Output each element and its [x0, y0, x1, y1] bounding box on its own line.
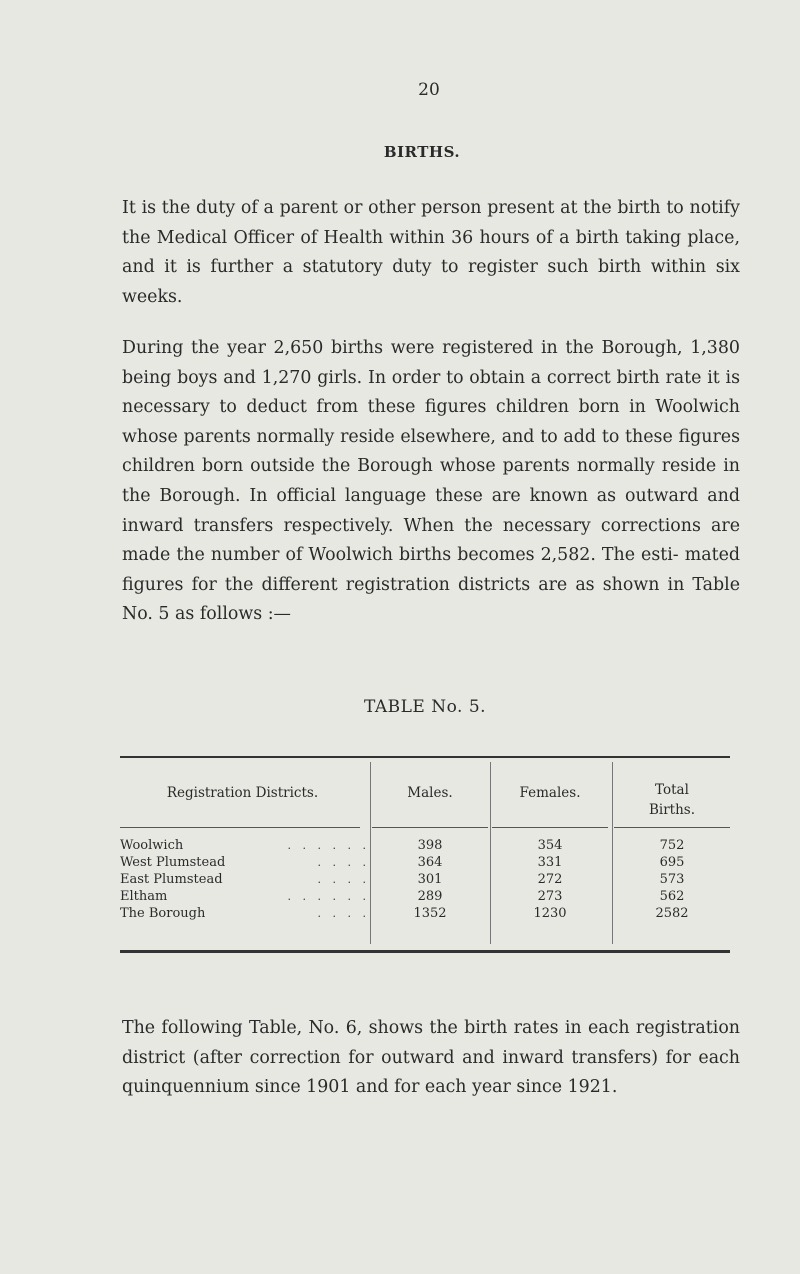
- header-total-line1: Total: [655, 782, 689, 798]
- table-top-rule: [120, 756, 730, 758]
- cell-total: 573: [659, 872, 685, 887]
- cell-males: 1352: [413, 906, 447, 921]
- header-registration-districts: Registration Districts.: [166, 785, 319, 801]
- cell-district: The Borough: [120, 906, 206, 921]
- cell-males: 289: [417, 889, 443, 904]
- header-total-line2: Births.: [648, 802, 696, 818]
- cell-females: 331: [537, 855, 563, 870]
- cell-district: East Plumstead: [120, 872, 223, 887]
- section-heading: BIRTHS.: [383, 143, 461, 161]
- paragraph-registered-births: During the year 2,650 births were registered in the Borough, 1,380 being boys and 1,270 girls. In order to obtain a correct birth rate it is necessary to deduct from these figures children born in Woolwich whose parents normally reside elsewhere, and to add to these figures children born outside the Borough whose parents normally reside in the Borough. In official language these are known as outward and inward transfers respectively. When the necessary corrections are made the number of Woolwich births becomes 2,582. The esti- mated figures for the different registration districts are as shown in Table No. 5 as follows :—: [122, 338, 740, 625]
- cell-total: 695: [659, 855, 685, 870]
- header-females: Females.: [519, 785, 581, 801]
- paragraph-notification-duty: It is the duty of a parent or other person present at the birth to notify the Medical Officer of Health within 36 hours of a birth taking place, and it is further a statutory duty to register such birth within six weeks.: [122, 198, 740, 307]
- leader-dots: . . . . . .: [287, 890, 370, 903]
- table-title: TABLE No. 5.: [363, 697, 487, 717]
- cell-males: 301: [417, 872, 443, 887]
- leader-dots: . . . .: [317, 873, 370, 886]
- cell-district: Eltham: [120, 889, 168, 904]
- cell-total: 2582: [655, 906, 689, 921]
- cell-males: 398: [417, 838, 443, 853]
- header-rule: [492, 827, 608, 828]
- header-males: Males.: [407, 785, 453, 801]
- header-rule: [372, 827, 488, 828]
- leader-dots: . . . .: [317, 856, 370, 869]
- leader-dots: . . . . . .: [287, 839, 370, 852]
- cell-males: 364: [417, 855, 443, 870]
- cell-district: Woolwich: [120, 838, 184, 853]
- cell-district: West Plumstead: [120, 855, 226, 870]
- cell-females: 354: [537, 838, 563, 853]
- header-total-births: [612, 780, 732, 820]
- page-number: 20: [418, 80, 440, 100]
- table-bottom-rule: [120, 950, 730, 953]
- cell-total: 752: [659, 838, 685, 853]
- cell-total: 562: [659, 889, 685, 904]
- leader-dots: . . . .: [317, 907, 370, 920]
- cell-females: 272: [537, 872, 563, 887]
- header-rule: [614, 827, 730, 828]
- cell-females: 273: [537, 889, 563, 904]
- cell-females: 1230: [533, 906, 567, 921]
- header-rule: [120, 827, 360, 828]
- paragraph-following-table: The following Table, No. 6, shows the birth rates in each registration district (after correction for outward and inward transfers) for each quinquennium since 1901 and for each year since 1921.: [122, 1018, 740, 1098]
